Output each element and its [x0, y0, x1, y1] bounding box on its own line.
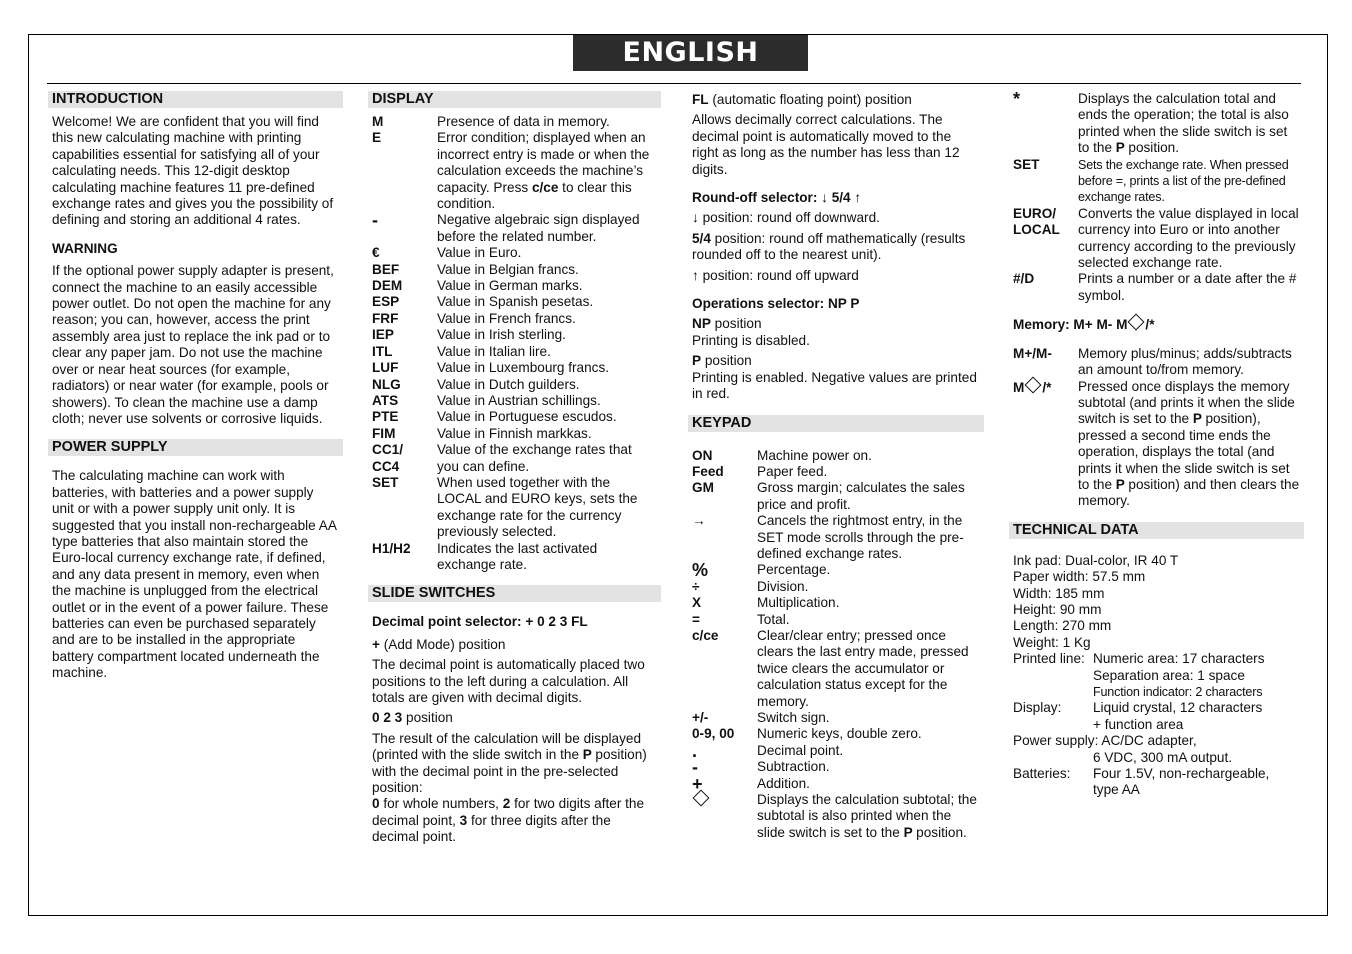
display-item-key: H1/H2 — [372, 540, 411, 556]
display-item-key: € — [372, 245, 380, 261]
function-keys-list — [1009, 91, 1304, 304]
keypad-item-key: → — [692, 513, 706, 529]
tech-length: Length: 270 mm — [1013, 618, 1112, 634]
round-54-text: 5/4 position: round off mathematically (results rounded off to the nearest unit). — [692, 230, 966, 263]
warning-title: WARNING — [52, 240, 118, 256]
keypad-item-description: Numeric keys, double zero. — [757, 726, 922, 742]
tech-power-2: 6 VDC, 300 mA output. — [1093, 749, 1233, 765]
warning-text: If the optional power supply adapter is present, connect the machine to an easily accessible power outlet. Do not open the machine for any reason; you can, however, access the print assembly area just to replace the ink pad or to clear any paper jam. Do not use the machine over or near heat sources (for example, radiators) or near water (for example, pools or showers). To clean the machine use a damp cloth; never use solvents or corrosive liquids. — [52, 263, 334, 426]
display-item-key: FIM — [372, 425, 396, 441]
technical-data-heading: TECHNICAL DATA — [1009, 522, 1304, 539]
diamond-icon — [1128, 314, 1145, 331]
display-item-key: ESP — [372, 294, 400, 310]
round-down-text: ↓ position: round off downward. — [692, 210, 880, 226]
memory-item-key: M /* — [1013, 379, 1078, 510]
keypad-item-description: Addition. — [757, 775, 810, 791]
display-item-description: Value in Spanish pesetas. — [437, 294, 594, 310]
tech-printed-2: Separation area: 1 space — [1093, 667, 1245, 683]
display-item-key: IEP — [372, 327, 394, 343]
display-item-key: NLG — [372, 376, 401, 392]
display-item-key: E — [372, 130, 382, 146]
tech-weight: Weight: 1 Kg — [1013, 634, 1091, 650]
display-item-description: When used together with the LOCAL and EURO keys, sets the exchange rate for the currency previously selected. — [437, 474, 638, 540]
memory-title: Memory: M+ M- M /* — [1013, 316, 1300, 333]
keypad-item-description: Clear/clear entry; pressed once clears the last entry made, pressed twice clears the accumulator or calculation status except for the memory. — [757, 627, 969, 709]
function-item-description: Displays the calculation total and ends the operation; the total is also printed when the slide switch is set to the P position. — [1078, 91, 1289, 156]
display-item-key: BEF — [372, 261, 400, 277]
display-list — [368, 114, 661, 573]
keypad-item-description: Subtraction. — [757, 759, 830, 775]
function-item-key: * — [1013, 89, 1021, 109]
keypad-item-description: Total. — [757, 611, 790, 627]
tech-batteries-2: type AA — [1093, 782, 1140, 798]
introduction-text: Welcome! We are confident that you will find this new calculating machine with printing capabilities essential for satisfying all of your calculating needs. This 12-digit desktop calculating machine features 11 pre-defined exchange rates and gives you the possibility of defining and storing an additional 4 rates. — [52, 114, 334, 228]
display-item-key: DEM — [372, 278, 403, 294]
keypad-item-key: + — [692, 773, 703, 794]
tech-display-2: + function area — [1093, 716, 1184, 732]
display-heading: DISPLAY — [368, 91, 661, 108]
keypad-item-description: Decimal point. — [757, 742, 844, 758]
pos023-detail: 0 for whole numbers, 2 for two digits after the decimal point, 3 for three digits after the decimal point. — [372, 796, 645, 845]
keypad-list — [688, 448, 984, 842]
display-item-key: FRF — [372, 310, 399, 326]
keypad-item-key: - — [692, 757, 698, 778]
np-line: NP position — [692, 316, 762, 332]
tech-ink: Ink pad: Dual-color, IR 40 T — [1013, 552, 1179, 568]
pos023-line: 0 2 3 position — [372, 710, 453, 726]
keypad-item-key: GM — [692, 480, 714, 496]
pos023-text: The result of the calculation will be displayed (printed with the slide switch in the P position) with the decimal point in the pre-selected position: — [372, 730, 647, 796]
language-banner: ENGLISH — [573, 35, 808, 71]
display-item-description: Value in German marks. — [437, 278, 583, 294]
keypad-item-key: ON — [692, 447, 713, 463]
round-off-title: Round-off selector: ↓ 5/4 ↑ — [692, 190, 862, 206]
keypad-item-key: . — [692, 740, 698, 761]
keypad-item-key: X — [692, 595, 702, 611]
memory-keys-list — [1009, 346, 1304, 510]
header-rule — [47, 83, 1301, 84]
display-item-key: SET — [372, 474, 399, 490]
tech-height: Height: 90 mm — [1013, 601, 1102, 617]
display-item-description: Value in Irish sterling. — [437, 327, 566, 343]
display-item-description: Value in Belgian francs. — [437, 261, 579, 277]
display-item-key: ATS — [372, 392, 399, 408]
display-item-description: Value of the exchange rates that you can define. — [437, 442, 632, 474]
function-item-key: SET — [1013, 156, 1040, 172]
memory-item-description: Memory plus/minus; adds/subtracts an amount to/from memory. — [1078, 345, 1292, 378]
display-item-key: ITL — [372, 343, 393, 359]
column-1 — [48, 91, 343, 682]
tech-batteries-1: Batteries: Four 1.5V, non-rechargeable, — [1013, 766, 1270, 782]
tech-printed-3: Function indicator: 2 characters — [1093, 685, 1263, 699]
display-item-description: Value in Austrian schillings. — [437, 392, 601, 408]
keypad-item-description: Cancels the rightmost entry, in the SET mode scrolls through the pre-defined exchange rates. — [757, 513, 964, 561]
function-item-description: Prints a number or a date after the # symbol. — [1078, 271, 1297, 303]
power-supply-text: The calculating machine can work with batteries, with batteries and a power supply unit or with a power supply unit only. It is suggested that you install non-rechargeable AA type batteries that also maintain stored the Euro-local currency exchange rate, if defined, and any data present in memory, even when the machine is unplugged from the electrical outlet or in the event of a power failure. These batteries can even be purchased separately and are to be installed in the appropriate battery compartment located underneath the machine. — [52, 468, 337, 681]
column-3 — [688, 91, 984, 841]
diamond-icon — [1025, 376, 1042, 393]
keypad-item-key: = — [692, 611, 700, 627]
keypad-item-description: Percentage. — [757, 562, 831, 578]
display-item-description: Value in Luxembourg francs. — [437, 360, 610, 376]
keypad-item-description: Multiplication. — [757, 595, 840, 611]
tech-display-1: Display: Liquid crystal, 12 characters — [1013, 700, 1263, 716]
column-2 — [368, 91, 661, 846]
display-item-description: Value in Italian lire. — [437, 343, 551, 359]
keypad-item-key: c/ce — [692, 627, 719, 643]
fl-line: FL (automatic floating point) position — [692, 92, 912, 107]
keypad-item-description: Paper feed. — [757, 463, 828, 479]
tech-paper: Paper width: 57.5 mm — [1013, 569, 1146, 585]
power-supply-heading: POWER SUPPLY — [48, 439, 343, 456]
keypad-item-key: ÷ — [692, 578, 700, 594]
add-mode-text: The decimal point is automatically placed two positions to the left during a calculation. All totals are given with decimal digits. — [372, 657, 645, 705]
tech-power-1: Power supply: AC/DC adapter, — [1013, 733, 1197, 749]
display-item-key: - — [372, 210, 378, 231]
p-text: Printing is enabled. Negative values are printed in red. — [692, 369, 977, 402]
keypad-item-description: Switch sign. — [757, 710, 830, 725]
keypad-item-key: 0-9, 00 — [692, 726, 735, 742]
display-item-key: M — [372, 114, 384, 129]
function-item-description: Converts the value displayed in local currency into Euro or into another currency according to the previously selected exchange rate. — [1078, 205, 1299, 271]
round-up-text: ↑ position: round off upward — [692, 267, 859, 283]
tech-width: Width: 185 mm — [1013, 585, 1105, 601]
p-line: P position — [692, 353, 752, 369]
keypad-item-key: % — [692, 560, 709, 581]
add-mode-line: + (Add Mode) position — [372, 636, 506, 652]
tech-printed-1: Printed line: Numeric area: 17 characters — [1013, 651, 1265, 667]
display-item-key: CC1/ CC4 — [372, 442, 403, 474]
display-item-description: Value in Finnish markkas. — [437, 425, 592, 441]
display-item-description: Value in French francs. — [437, 310, 576, 326]
display-item-key: LUF — [372, 360, 399, 376]
display-item-description: Presence of data in memory. — [437, 114, 610, 129]
operations-title: Operations selector: NP P — [692, 296, 860, 312]
function-item-key: EURO/ LOCAL — [1013, 205, 1060, 238]
function-item-key: #/D — [1013, 271, 1035, 287]
np-text: Printing is disabled. — [692, 332, 810, 348]
keypad-item-description: Displays the calculation subtotal; the subtotal is also printed when the slide switch is set to the P position. — [757, 792, 977, 840]
decimal-selector-title: Decimal point selector: + 0 2 3 FL — [372, 614, 588, 630]
keypad-item-key: Feed — [692, 463, 724, 479]
memory-item-key: M+/M- — [1013, 345, 1052, 361]
keypad-item-description: Gross margin; calculates the sales price and profit. — [757, 480, 965, 512]
memory-item-description: Pressed once displays the memory subtotal (and prints it when the slide switch is set to the P position), pressed a second time ends the operation, displays the total (and prints it when the slide switch is set to the P position) and then clears the memory. — [1078, 378, 1300, 509]
introduction-heading: INTRODUCTION — [48, 91, 343, 108]
column-4 — [1009, 91, 1304, 799]
display-item-description: Negative algebraic sign displayed before the related number. — [437, 212, 640, 244]
keypad-item-description: Machine power on. — [757, 447, 872, 463]
function-item-description: Sets the exchange rate. When pressed before =, prints a list of the pre-defined exchange rates. — [1078, 157, 1289, 205]
keypad-item-description: Division. — [757, 578, 809, 594]
slide-switches-heading: SLIDE SWITCHES — [368, 585, 661, 602]
display-item-description: Indicates the last activated exchange rate. — [437, 540, 598, 572]
keypad-heading: KEYPAD — [688, 415, 984, 432]
diamond-icon — [693, 790, 710, 807]
fl-text: Allows decimally correct calculations. The decimal point is automatically moved to the right as long as the number has less than 12 digits. — [692, 112, 960, 177]
keypad-item-key: +/- — [692, 710, 709, 725]
display-item-description: Value in Dutch guilders. — [437, 376, 580, 392]
keypad-item-key — [692, 792, 757, 841]
display-item-key: PTE — [372, 409, 399, 425]
display-item-description: Value in Euro. — [437, 245, 522, 261]
display-item-description: Value in Portuguese escudos. — [437, 409, 617, 425]
display-item-description: Error condition; displayed when an incorrect entry is made or when the calculation exceeds the machine’s capacity. Press c/ce to clear this condition. — [437, 130, 650, 212]
